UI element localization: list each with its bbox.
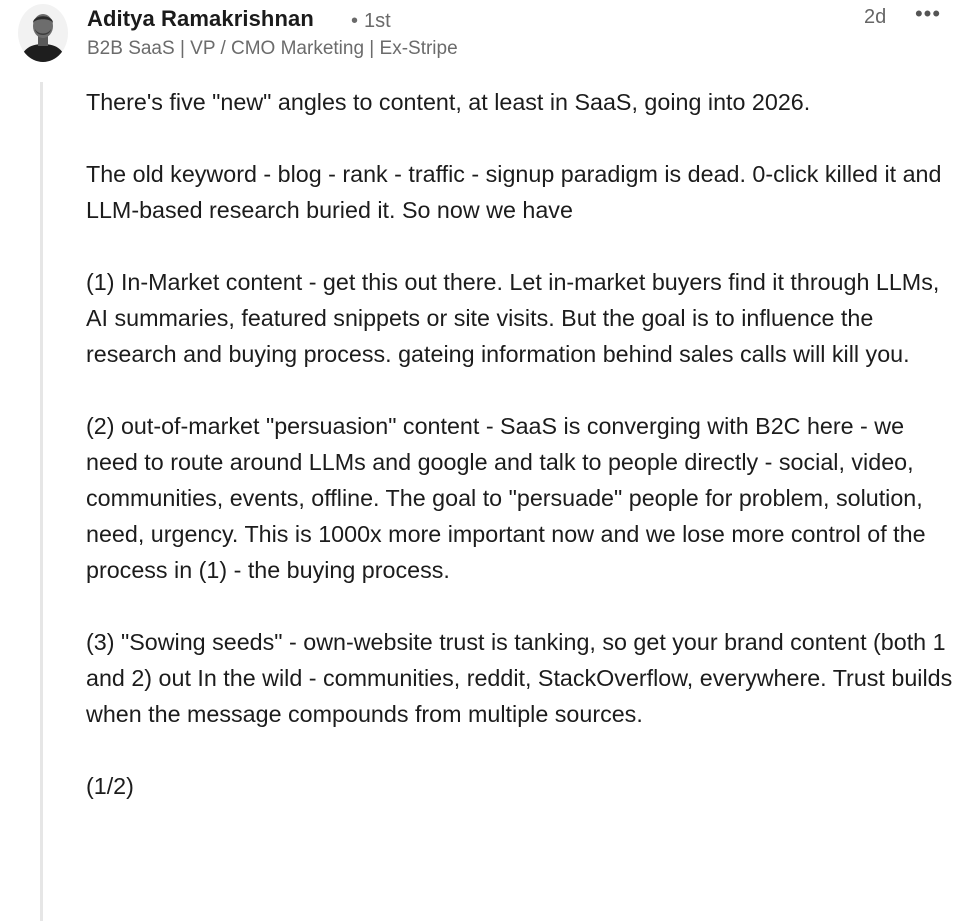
- author-name[interactable]: Aditya Ramakrishnan: [87, 6, 314, 31]
- avatar[interactable]: [18, 4, 68, 62]
- comment-paragraph: The old keyword - blog - rank - traffic - signup paradigm is dead. 0-click killed it and LLM-based research buried it. So now we have: [86, 161, 942, 223]
- more-options-button[interactable]: [913, 2, 943, 26]
- comment-body: [86, 84, 956, 840]
- thread-line: [40, 82, 43, 921]
- comment-paragraph: (1/2): [86, 773, 134, 799]
- author-headline: B2B SaaS | VP / CMO Marketing | Ex-Stripe: [87, 38, 458, 59]
- separator-dot: •: [351, 10, 359, 32]
- connection-degree: [351, 10, 391, 33]
- comment-paragraph: (1) In-Market content - get this out there. Let in-market buyers find it through LLMs, AI summaries, featured snippets or site visits. But the goal is to influence the research and buying process. gateing information behind sales calls will kill you.: [86, 269, 940, 367]
- profile-photo-icon: [18, 4, 68, 62]
- more-horizontal-icon: •••: [914, 1, 942, 26]
- connection-degree-label: 1st: [364, 10, 391, 32]
- timestamp: 2d: [864, 6, 887, 28]
- comment-paragraph: There's five "new" angles to content, at least in SaaS, going into 2026.: [86, 89, 811, 115]
- comment-paragraph: (3) "Sowing seeds" - own-website trust is tanking, so get your brand content (both 1 and 2) out In the wild - communities, reddit, StackOverflow, everywhere. Trust builds when the message compounds from multiple sources.: [86, 629, 953, 727]
- comment-paragraph: (2) out-of-market "persuasion" content - SaaS is converging with B2C here - we need to route around LLMs and google and talk to people directly - social, video, communities, events, offline. The goal to "persuade" people for problem, solution, need, urgency. This is 1000x more important now and we lose more control of the process in (1) - the buying process.: [86, 413, 926, 583]
